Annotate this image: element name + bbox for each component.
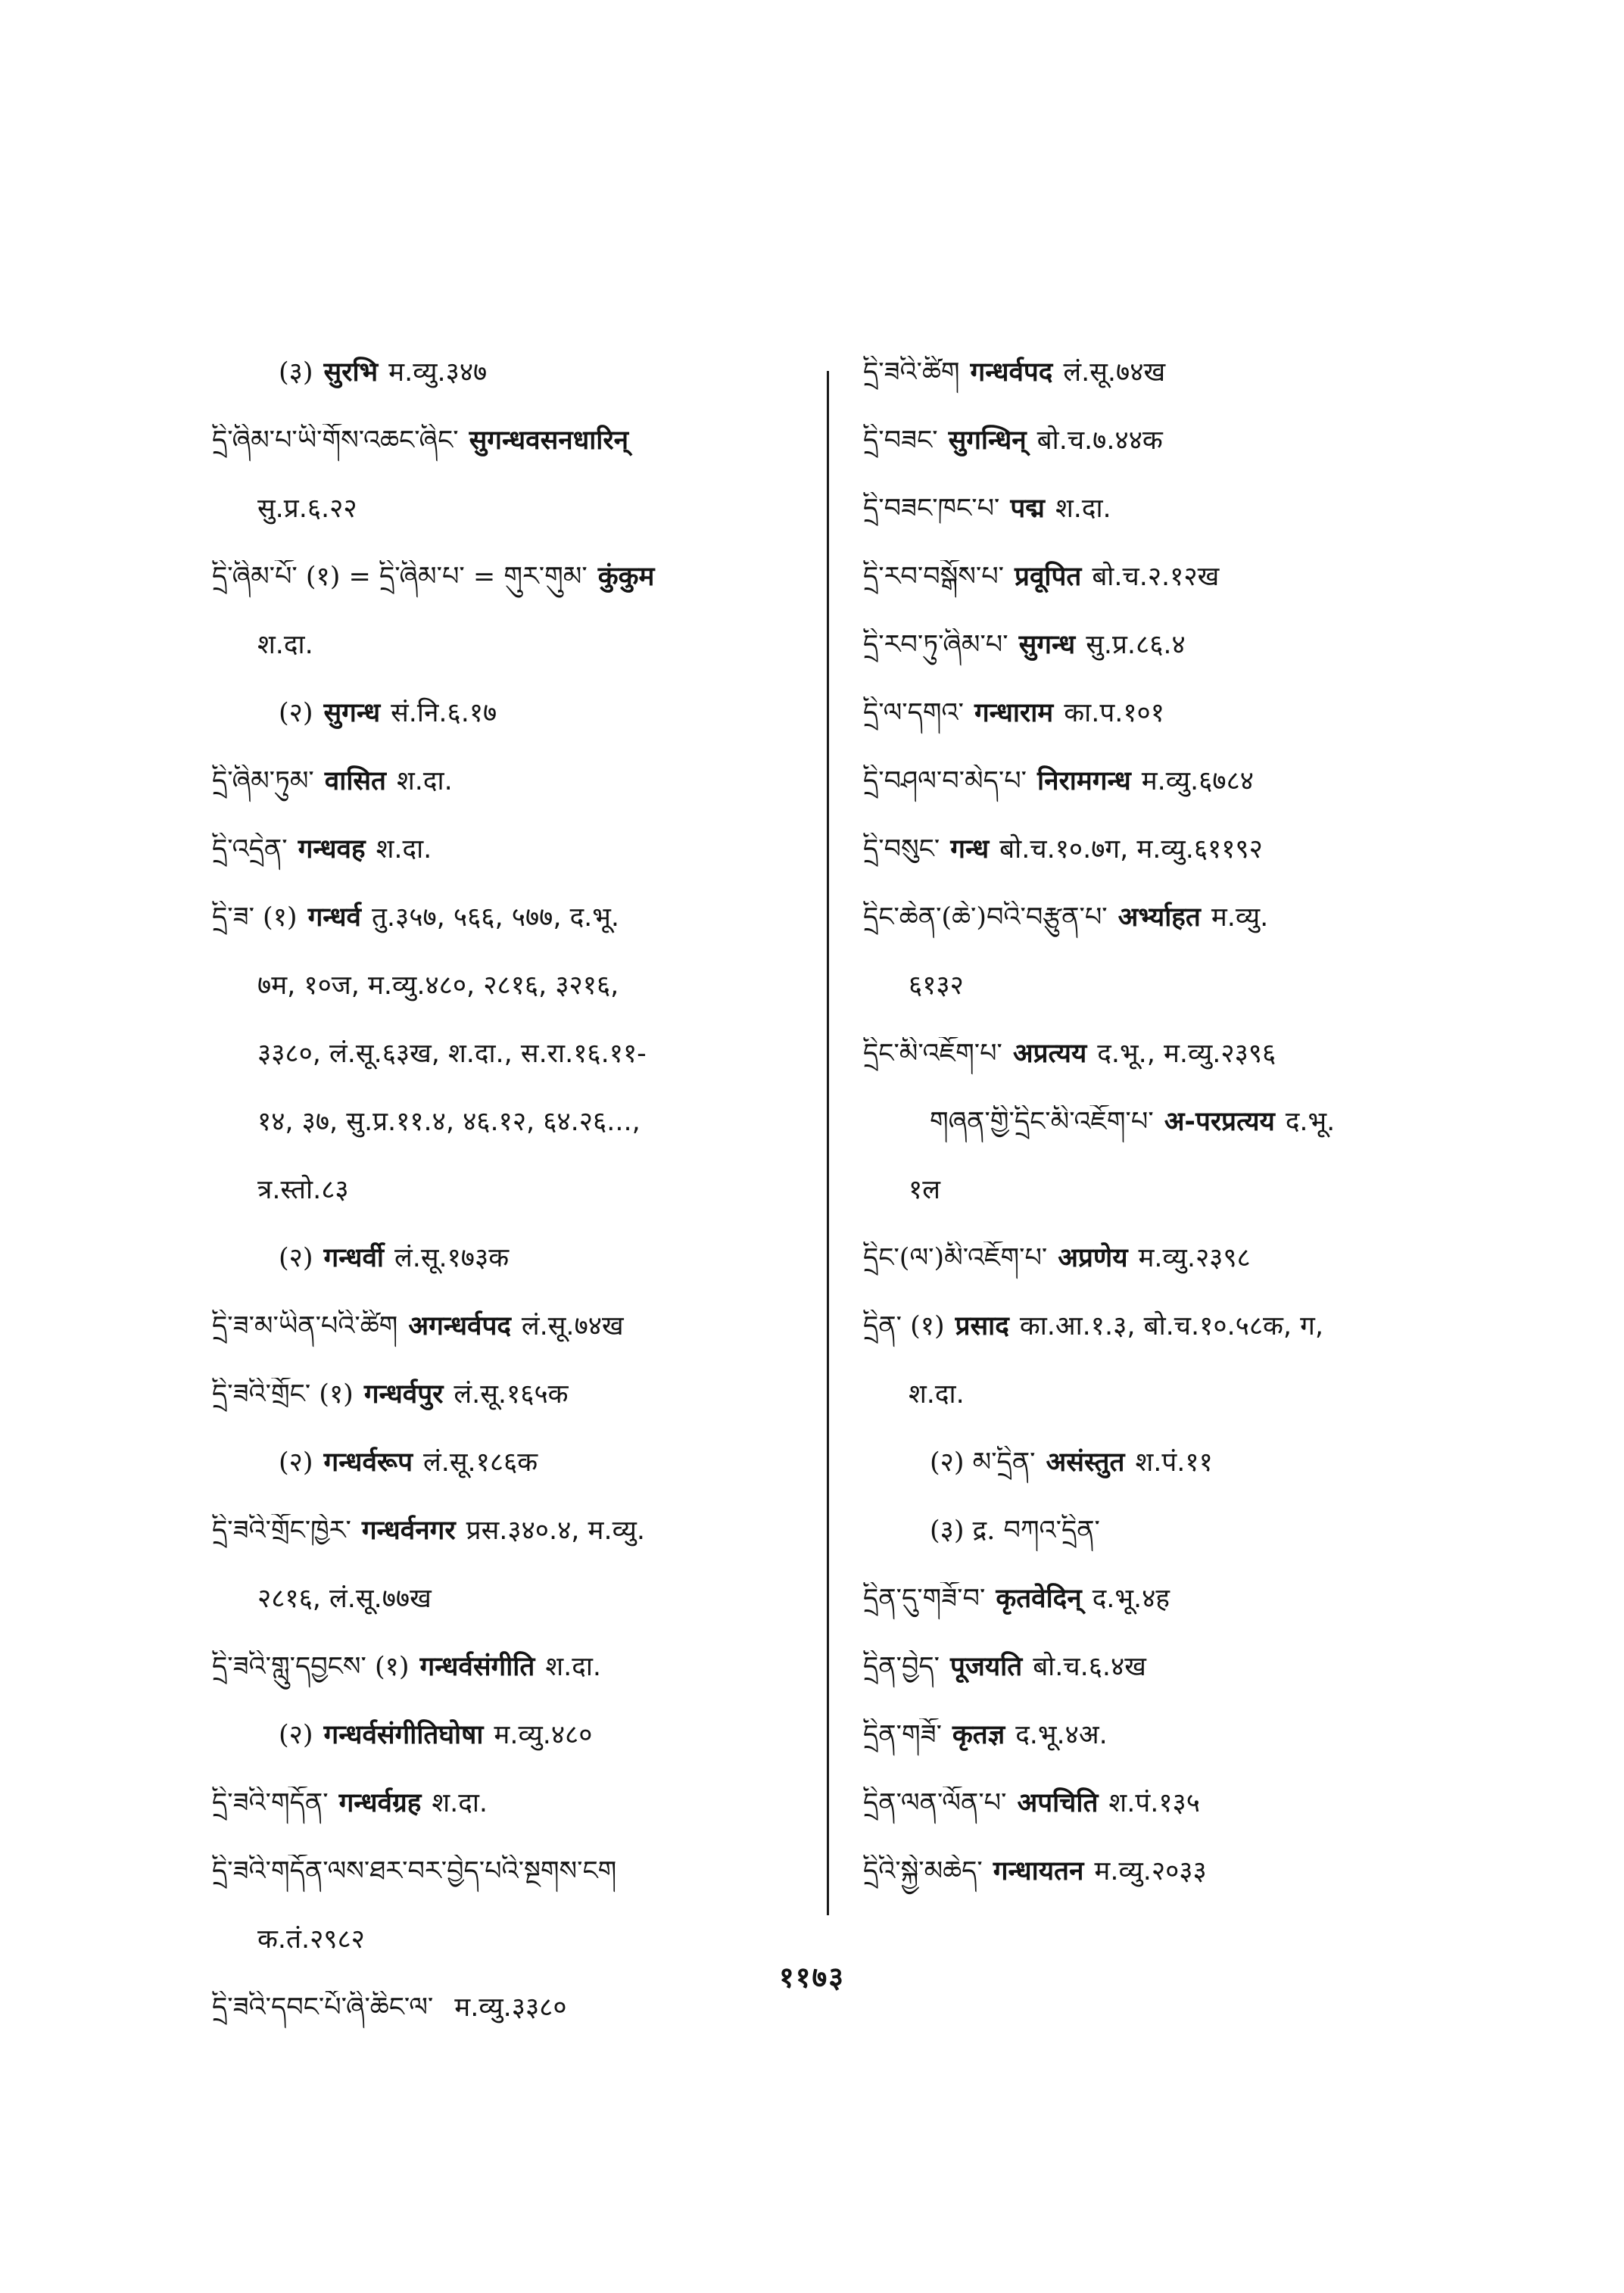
reference: श.दा. (909, 1379, 965, 1410)
sanskrit-term: अपचिति (1017, 1788, 1099, 1818)
entry-line (863, 492, 1499, 560)
reference: ३३८०, लं.सू.६३ख, श.दा., स.रा.१६.११- (257, 1039, 647, 1069)
reference: म.व्यु.६७८४ (1141, 766, 1254, 796)
reference: श.दा. (432, 1788, 488, 1818)
reference: का.प.१०१ (1064, 698, 1164, 728)
entry-line (212, 833, 825, 901)
reference: म.व्यु.३३८० (454, 1992, 567, 2023)
tibetan-term: དྲི་ཟའི་གདོན་ལས་ཐར་བར་བྱེད་པའི་སྔགས་ངག (212, 1856, 617, 1886)
sanskrit-term: गन्ध (950, 834, 990, 865)
tibetan-term: གཞན་གྱི་དྲིང་མི་འཇོག་པ་ (930, 1107, 1154, 1137)
sanskrit-term: सुगन्ध (1018, 630, 1076, 660)
entry-line (212, 356, 825, 424)
entry-line (212, 492, 825, 560)
entry-line (212, 1378, 825, 1446)
entry-line (863, 1855, 1499, 1923)
tibetan-term: དྲིན་ (१) (863, 1311, 945, 1341)
tibetan-term: དྲི་ཟའི་དབང་པོ་ཞི་ཆིང་ལ་ (212, 1992, 434, 2023)
reference: श.दा. (545, 1652, 602, 1682)
entry-line (863, 833, 1499, 901)
right-column (863, 356, 1499, 1923)
sanskrit-term: वासित (324, 766, 386, 796)
reference: १ल (909, 1175, 940, 1205)
reference: श.दा. (257, 630, 313, 660)
tibetan-term: དྲི་ཟའི་གླུ་དབྱངས་ (१) (212, 1652, 410, 1682)
sanskrit-term: कुंकुम (597, 562, 655, 592)
reference: क.तं.२९८२ (257, 1924, 365, 1955)
sanskrit-term: अप्रणेय (1058, 1243, 1128, 1273)
reference: बो.च.१०.७ग, म.व्यु.६११९२ (999, 834, 1263, 865)
tibetan-term: དྲི་བཟང་ (863, 425, 938, 456)
sanskrit-term: कृतवेदिन् (996, 1584, 1082, 1614)
sanskrit-term: सुगन्धवसनधारिन् (469, 425, 629, 456)
tibetan-term: (३) (279, 357, 313, 388)
entry-line (212, 1173, 825, 1242)
tibetan-term: དྲི་ཟ་མ་ཡིན་པའི་ཚིག (212, 1311, 398, 1341)
tibetan-term: དྲི་བཤལ་བ་མེད་པ་ (863, 766, 1027, 796)
entry-line (863, 765, 1499, 833)
tibetan-term: དྲི་ཞིམ་པ་ཡི་གོས་འཆང་ཞིང་ (212, 425, 459, 456)
sanskrit-term: प्रवूपित (1015, 562, 1082, 592)
tibetan-term: (२) (279, 1720, 313, 1750)
sanskrit-term: सुगन्धिन् (948, 425, 1027, 456)
reference: २८१६, लं.सू.७७ख (257, 1584, 432, 1614)
sanskrit-term: गन्धर्वी (323, 1243, 384, 1273)
reference: श.पं.१३५ (1108, 1788, 1200, 1818)
entry-line (863, 1650, 1499, 1718)
entry-line (212, 1514, 825, 1582)
reference: ६१३२ (909, 970, 964, 1001)
sanskrit-term: पूजयति (950, 1652, 1023, 1682)
sanskrit-term: सुगन्ध (323, 698, 381, 728)
sanskrit-term: गन्धर्वसंगीतिघोषा (323, 1720, 484, 1750)
tibetan-term: (२) (279, 1447, 313, 1478)
entry-line (863, 1037, 1499, 1105)
entry-line (863, 1378, 1499, 1446)
entry-line (212, 560, 825, 628)
entry-line (863, 1310, 1499, 1378)
reference: श.दा. (1055, 494, 1111, 524)
reference: ७म, १०ज, म.व्यु.४८०, २८१६, ३२१६, (257, 970, 619, 1001)
tibetan-term: དྲིང་ཆེན་(ཆེ་)བའི་བརྩུན་པ་ (863, 902, 1108, 933)
tibetan-term: དྲི་ཞིམ་ཏུམ་ (212, 766, 314, 796)
tibetan-term: དྲིང་(ལ་)མི་འཇོག་པ་ (863, 1243, 1048, 1273)
reference: बो.च.७.४४क (1036, 425, 1163, 456)
entry-line (212, 765, 825, 833)
entry-line (863, 1242, 1499, 1310)
sanskrit-term: गन्धर्व (307, 902, 361, 933)
entry-line (863, 628, 1499, 696)
entry-line (212, 1650, 825, 1718)
reference: लं.सू.१८६क (422, 1447, 538, 1478)
entry-line (212, 969, 825, 1037)
tibetan-term: དྲི་ཟའི་ཚིག (863, 357, 960, 388)
reference: तु.३५७, ५६६, ५७७, द.भू. (371, 902, 620, 933)
tibetan-term: དྲིན་གཟོ་ (863, 1720, 942, 1750)
entry-line (863, 696, 1499, 765)
entry-line (863, 1718, 1499, 1787)
entry-line (212, 1310, 825, 1378)
reference: द.भू., म.व्यु.२३९६ (1097, 1039, 1276, 1069)
sanskrit-term: गन्धाराम (974, 698, 1054, 728)
entry-line (212, 1105, 825, 1173)
reference: प्रस.३४०.४, म.व्यु. (466, 1516, 646, 1546)
sanskrit-term: अ-परप्रत्यय (1164, 1107, 1275, 1137)
entry-line (212, 1242, 825, 1310)
reference: १४, ३७, सु.प्र.११.४, ४६.१२, ६४.२६..., (257, 1107, 641, 1137)
reference: द.भू. (1285, 1107, 1336, 1137)
entry-line (863, 424, 1499, 492)
reference: श.दा. (376, 834, 432, 865)
reference: म.व्यु. (1211, 902, 1269, 933)
tibetan-term: དྲི་ཞིམ་པོ་ (१) = དྲི་ཞིམ་པ་ = གུར་གུམ་ (212, 562, 588, 592)
tibetan-term: དྲི་རབ་ཏུ་ཞིམ་པ་ (863, 630, 1008, 660)
tibetan-term: དྲི་བཟང་ཁང་པ་ (863, 494, 1000, 524)
reference: म.व्यु.३४७ (388, 357, 488, 388)
tibetan-term: དྲི་ཟའི་གདོན་ (212, 1788, 329, 1818)
reference: लं.सू.१६५क (454, 1379, 569, 1410)
reference: म.व्यु.२०३३ (1094, 1856, 1207, 1886)
reference: म.व्यु.४८० (494, 1720, 593, 1750)
reference: लं.सू.७४ख (1063, 357, 1166, 388)
tibetan-term: (२) མ་དྲིན་ (930, 1447, 1036, 1478)
entry-line (212, 424, 825, 492)
entry-line (212, 628, 825, 696)
reference: त्र.स्तो.८३ (257, 1175, 349, 1205)
sanskrit-term: अप्रत्यय (1012, 1039, 1087, 1069)
sanskrit-term: गन्धर्वनगर (361, 1516, 456, 1546)
reference: श.पं.११ (1135, 1447, 1213, 1478)
reference: बो.च.२.१२ख (1092, 562, 1220, 592)
tibetan-term: དྲི་ཟའི་གྲོང་ཁྱེར་ (212, 1516, 351, 1546)
entry-line (863, 969, 1499, 1037)
tibetan-term: དྲི་བསུང་ (863, 834, 940, 865)
entry-line (212, 1787, 825, 1855)
tibetan-term: དྲིན་བྱེད་ (863, 1652, 940, 1682)
entry-line (212, 696, 825, 765)
entry-line (212, 1446, 825, 1514)
sanskrit-term: कृतज्ञ (952, 1720, 1005, 1750)
column-divider (827, 371, 829, 1915)
sanskrit-term: पद्म (1010, 494, 1045, 524)
sanskrit-term: प्रसाद (955, 1311, 1009, 1341)
tibetan-term: དྲི་ཟ་ (१) (212, 902, 298, 933)
entry-line (863, 356, 1499, 424)
sanskrit-term: गन्धर्वपुर (363, 1379, 444, 1410)
sanskrit-term: गन्धर्वरूप (323, 1447, 413, 1478)
entry-line (863, 1105, 1499, 1173)
reference: बो.च.६.४ख (1033, 1652, 1146, 1682)
entry-line (212, 1991, 825, 2059)
sanskrit-term: अर्भ्याहत (1117, 902, 1201, 933)
entry-line (863, 1582, 1499, 1650)
tibetan-term: དྲི་ལ་དགའ་ (863, 698, 964, 728)
sanskrit-term: गन्धर्वग्रह (338, 1788, 422, 1818)
tibetan-term: (३) द्र. བཀའ་དྲིན་ (930, 1516, 1100, 1546)
entry-line (863, 1173, 1499, 1242)
tibetan-term: དྲིང་མི་འཇོག་པ་ (863, 1039, 1002, 1069)
tibetan-term: (२) (279, 698, 313, 728)
entry-line (212, 1855, 825, 1923)
reference: लं.सू.७४ख (521, 1311, 624, 1341)
entry-line (863, 1514, 1499, 1582)
sanskrit-term: गन्धर्वसंगीति (419, 1652, 535, 1682)
reference: सं.नि.६.१७ (391, 698, 497, 728)
sanskrit-term: असंस्तुत (1046, 1447, 1125, 1478)
reference: द.भू.४अ. (1015, 1720, 1108, 1750)
sanskrit-term: अगन्धर्वपद (408, 1311, 511, 1341)
tibetan-term: (२) (279, 1243, 313, 1273)
sanskrit-term: सुरभि (323, 357, 379, 388)
entry-line (863, 901, 1499, 969)
entry-line (212, 1718, 825, 1787)
tibetan-term: དྲི་རབ་བསྒོས་པ་ (863, 562, 1005, 592)
entry-line (863, 560, 1499, 628)
entry-line (863, 1446, 1499, 1514)
tibetan-term: དྲི་འདྲེན་ (212, 834, 288, 865)
tibetan-term: དྲིའི་སྐྱེ་མཆེད་ (863, 1856, 983, 1886)
entry-line (863, 1787, 1499, 1855)
page-number: ११७३ (778, 1961, 846, 1994)
left-column (212, 356, 825, 2059)
reference: सु.प्र.८६.४ (1086, 630, 1186, 660)
sanskrit-term: निरामगन्ध (1037, 766, 1131, 796)
tibetan-term: དྲི་ཟའི་གྲོང་ (१) (212, 1379, 354, 1410)
sanskrit-term: गन्धर्वपद (970, 357, 1053, 388)
reference: द.भू.४ह (1092, 1584, 1170, 1614)
tibetan-term: དྲིན་ལན་ལོན་པ་ (863, 1788, 1007, 1818)
entry-line (212, 1582, 825, 1650)
reference: सु.प्र.६.२२ (257, 494, 357, 524)
sanskrit-term: गन्धवह (298, 834, 366, 865)
reference: का.आ.१.३, बो.च.१०.५८क, ग, (1019, 1311, 1323, 1341)
entry-line (212, 1037, 825, 1105)
entry-line (212, 901, 825, 969)
reference: म.व्यु.२३९८ (1138, 1243, 1251, 1273)
tibetan-term: དྲིན་དུ་གཟོ་བ་ (863, 1584, 986, 1614)
reference: श.दा. (397, 766, 453, 796)
sanskrit-term: गन्धायतन (993, 1856, 1084, 1886)
reference: लं.सू.१७३क (394, 1243, 510, 1273)
